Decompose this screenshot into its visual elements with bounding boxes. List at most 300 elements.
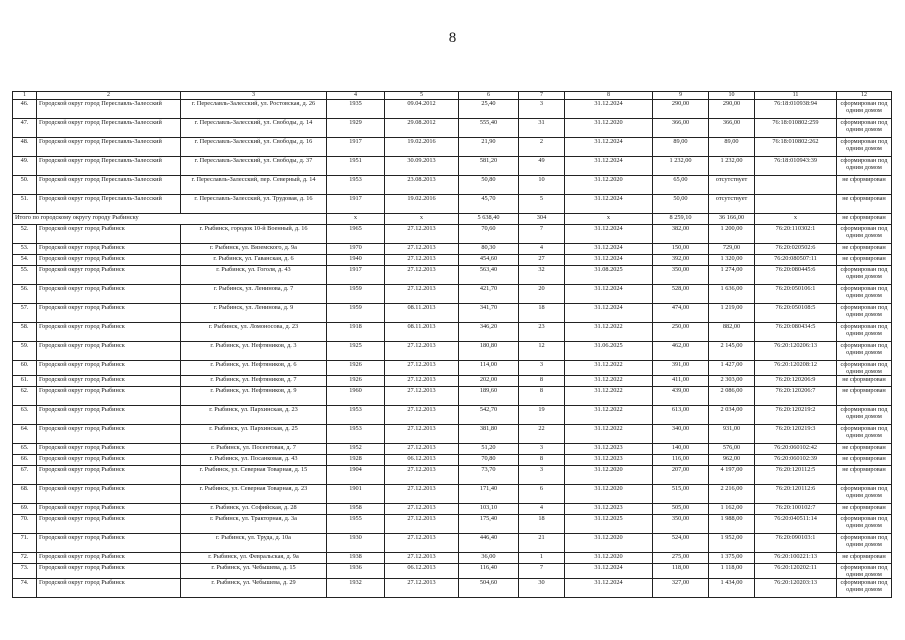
residents-cell: 7 [519,564,565,579]
residents-cell: 3 [519,100,565,119]
row-number: 63. [13,406,37,425]
residents-cell: 20 [519,285,565,304]
planned-date-cell: 31.12.2022 [565,425,653,444]
value-col10-cell: 729,00 [709,244,755,255]
recognition-date-cell: 27.12.2013 [385,444,459,455]
value-col10-cell: 1 427,00 [709,361,755,376]
total-row [13,214,892,225]
value-col9-cell: 140,00 [653,444,709,455]
land-plot-status-cell: сформирован под одним домом [837,564,892,579]
address-cell: г. Рыбинск, ул. Чебышева, д. 15 [181,564,327,579]
table-row [13,504,892,515]
row-number: 69. [13,504,37,515]
table-row [13,361,892,376]
address-cell: г. Переславль-Залесский, ул. Трудовая, д. 16 [181,195,327,214]
table-row [13,387,892,406]
value-col9-cell: 391,00 [653,361,709,376]
recognition-date-cell: 27.12.2013 [385,266,459,285]
table-row [13,485,892,504]
table-row [13,553,892,564]
value-col9-cell: 150,00 [653,244,709,255]
page-number: 8 [448,30,457,46]
value-col9-cell: 65,00 [653,176,709,195]
residents-cell: 32 [519,266,565,285]
planned-date-cell: 31.12.2022 [565,361,653,376]
planned-date-cell: 31.12.2024 [565,195,653,214]
cadastral-number-cell: 76:18:010802:262 [755,138,837,157]
total-status-cell: не сформирован [837,214,892,225]
table-row [13,100,892,119]
row-number: 47. [13,119,37,138]
year-built-cell: 1951 [327,157,385,176]
column-number: 6 [459,92,519,100]
area-cell: 70,60 [459,225,519,244]
cadastral-number-cell: 76:20:060102:42 [755,444,837,455]
residents-cell: 6 [519,485,565,504]
cadastral-number-cell: 76:20:120206:9 [755,376,837,387]
value-col9-cell: 89,00 [653,138,709,157]
recognition-date-cell: 19.02.2016 [385,195,459,214]
land-plot-status-cell: не сформирован [837,504,892,515]
value-col9-cell: 613,00 [653,406,709,425]
row-number: 71. [13,534,37,553]
recognition-date-cell: 27.12.2013 [385,387,459,406]
year-built-cell: 1918 [327,323,385,342]
area-cell: 116,40 [459,564,519,579]
value-col10-cell: 1 200,00 [709,225,755,244]
residents-cell: 4 [519,244,565,255]
land-plot-status-cell: не сформирован [837,376,892,387]
year-built-cell: 1952 [327,444,385,455]
recognition-date-cell: 27.12.2013 [385,225,459,244]
cadastral-number-cell: 76:20:080445:6 [755,266,837,285]
value-col10-cell: 1 118,00 [709,564,755,579]
value-col9-cell: 462,00 [653,342,709,361]
land-plot-status-cell: не сформирован [837,244,892,255]
municipality-cell: Городской округ город Переславль-Залесский [37,176,181,195]
row-number: 54. [13,255,37,266]
residents-cell: 3 [519,466,565,485]
total-plan-cell: х [565,214,653,225]
planned-date-cell: 31.12.2022 [565,387,653,406]
address-cell: г. Рыбинск, ул. Вяземского, д. 9а [181,244,327,255]
row-number: 60. [13,361,37,376]
cadastral-number-cell: 76:20:060102:39 [755,455,837,466]
recognition-date-cell: 06.12.2013 [385,455,459,466]
area-cell: 45,70 [459,195,519,214]
municipality-cell: Городской округ город Рыбинск [37,225,181,244]
value-col10-cell: 576,00 [709,444,755,455]
municipality-cell: Городской округ город Переславль-Залесский [37,100,181,119]
address-cell: г. Рыбинск, ул. Тракторная, д. 3а [181,515,327,534]
planned-date-cell: 31.12.2020 [565,553,653,564]
land-plot-status-cell: не сформирован [837,553,892,564]
area-cell: 421,70 [459,285,519,304]
recognition-date-cell: 23.08.2013 [385,176,459,195]
total-date-cell: х [385,214,459,225]
year-built-cell: 1926 [327,376,385,387]
cadastral-number-cell: 76:20:120202:11 [755,564,837,579]
municipality-cell: Городской округ город Рыбинск [37,266,181,285]
residents-cell: 10 [519,176,565,195]
residents-cell: 23 [519,323,565,342]
address-cell: г. Рыбинск, ул. Труда, д. 10а [181,534,327,553]
municipality-cell: Городской округ город Рыбинск [37,244,181,255]
area-cell: 189,60 [459,387,519,406]
value-col10-cell: 882,00 [709,323,755,342]
year-built-cell: 1936 [327,564,385,579]
value-col10-cell: 1 219,00 [709,304,755,323]
area-cell: 446,40 [459,534,519,553]
recognition-date-cell: 27.12.2013 [385,485,459,504]
value-col9-cell: 515,00 [653,485,709,504]
cadastral-number-cell: 76:20:080434:5 [755,323,837,342]
value-col9-cell: 207,00 [653,466,709,485]
table-row [13,406,892,425]
row-number: 73. [13,564,37,579]
cadastral-number-cell: 76:20:080507:11 [755,255,837,266]
recognition-date-cell: 27.12.2013 [385,376,459,387]
total-c9-cell: 8 259,10 [653,214,709,225]
area-cell: 504,60 [459,579,519,598]
residents-cell: 4 [519,504,565,515]
address-cell: г. Рыбинск, ул. Гоголя, д. 43 [181,266,327,285]
planned-date-cell: 31.12.2022 [565,376,653,387]
column-number: 11 [755,92,837,100]
row-number: 46. [13,100,37,119]
row-number: 67. [13,466,37,485]
address-cell: г. Рыбинск, ул. Ленинова, д. 7 [181,285,327,304]
land-plot-status-cell: сформирован под одним домом [837,100,892,119]
planned-date-cell: 31.12.2020 [565,534,653,553]
value-col10-cell: 1 434,00 [709,579,755,598]
cadastral-number-cell: 76:20:040511:14 [755,515,837,534]
area-cell: 346,20 [459,323,519,342]
land-plot-status-cell: сформирован под одним домом [837,323,892,342]
planned-date-cell: 31.12.2022 [565,406,653,425]
row-number: 68. [13,485,37,504]
land-plot-status-cell: сформирован под одним домом [837,225,892,244]
year-built-cell: 1953 [327,176,385,195]
residents-cell: 19 [519,406,565,425]
recognition-date-cell: 27.12.2013 [385,361,459,376]
planned-date-cell: 31.12.2023 [565,504,653,515]
recognition-date-cell: 08.11.2013 [385,304,459,323]
area-cell: 114,00 [459,361,519,376]
recognition-date-cell: 27.12.2013 [385,244,459,255]
municipality-cell: Городской округ город Рыбинск [37,553,181,564]
municipality-cell: Городской округ город Рыбинск [37,504,181,515]
year-built-cell: 1960 [327,387,385,406]
value-col9-cell: 524,00 [653,534,709,553]
municipality-cell: Городской округ город Рыбинск [37,387,181,406]
municipality-cell: Городской округ город Рыбинск [37,361,181,376]
table-row [13,466,892,485]
cadastral-number-cell: 76:20:120206:13 [755,342,837,361]
recognition-date-cell: 30.09.2013 [385,157,459,176]
address-cell: г. Рыбинск, ул. Софийская, д. 28 [181,504,327,515]
area-cell: 51,20 [459,444,519,455]
planned-date-cell: 31.12.2024 [565,579,653,598]
address-cell: г. Рыбинск, ул. Посентовая, д. 7 [181,444,327,455]
planned-date-cell: 31.12.2023 [565,455,653,466]
row-number: 64. [13,425,37,444]
land-plot-status-cell: сформирован под одним домом [837,406,892,425]
address-cell: г. Переславль-Залесский, ул. Ростовская, д. 26 [181,100,327,119]
year-built-cell: 1953 [327,425,385,444]
land-plot-status-cell: не сформирован [837,195,892,214]
municipality-cell: Городской округ город Рыбинск [37,485,181,504]
year-built-cell: 1917 [327,138,385,157]
municipality-cell: Городской округ город Рыбинск [37,564,181,579]
land-plot-status-cell: сформирован под одним домом [837,515,892,534]
area-cell: 70,80 [459,455,519,466]
value-col9-cell: 350,00 [653,266,709,285]
year-built-cell: 1926 [327,361,385,376]
value-col9-cell: 439,00 [653,387,709,406]
row-number: 50. [13,176,37,195]
year-built-cell: 1959 [327,304,385,323]
row-number: 74. [13,579,37,598]
residents-cell: 27 [519,255,565,266]
value-col10-cell: 89,00 [709,138,755,157]
table-row [13,342,892,361]
value-col9-cell: 366,00 [653,119,709,138]
year-built-cell: 1940 [327,255,385,266]
total-res-cell: 304 [519,214,565,225]
cadastral-number-cell: 76:20:120206:7 [755,387,837,406]
value-col9-cell: 290,00 [653,100,709,119]
residents-cell: 5 [519,195,565,214]
area-cell: 36,00 [459,553,519,564]
cadastral-number-cell: 76:20:120219:2 [755,406,837,425]
table-row [13,323,892,342]
value-col10-cell: 2 034,00 [709,406,755,425]
municipality-cell: Городской округ город Рыбинск [37,515,181,534]
year-built-cell: 1929 [327,119,385,138]
year-built-cell: 1925 [327,342,385,361]
planned-date-cell: 31.12.2022 [565,323,653,342]
address-cell: г. Рыбинск, ул. Февральская, д. 9а [181,553,327,564]
residents-cell: 22 [519,425,565,444]
year-built-cell: 1938 [327,553,385,564]
address-cell: г. Рыбинск, ул. Нефтяников, д. 6 [181,361,327,376]
area-cell: 80,30 [459,244,519,255]
table-row [13,266,892,285]
cadastral-number-cell: 76:18:010943:39 [755,157,837,176]
value-col9-cell: 116,00 [653,455,709,466]
table-row [13,285,892,304]
cadastral-number-cell [755,195,837,214]
address-cell: г. Рыбинск, ул. Северная Товарная, д. 15 [181,466,327,485]
register-table [12,91,892,598]
column-number: 7 [519,92,565,100]
value-col9-cell: 327,00 [653,579,709,598]
residents-cell: 3 [519,444,565,455]
municipality-cell: Городской округ город Рыбинск [37,304,181,323]
land-plot-status-cell: сформирован под одним домом [837,119,892,138]
value-col10-cell: 2 303,00 [709,376,755,387]
column-number: 3 [181,92,327,100]
recognition-date-cell: 27.12.2013 [385,534,459,553]
column-number-row [13,92,892,100]
year-built-cell: 1953 [327,406,385,425]
row-number: 65. [13,444,37,455]
planned-date-cell: 31.12.2020 [565,485,653,504]
value-col10-cell: 2 086,00 [709,387,755,406]
year-built-cell: 1904 [327,466,385,485]
row-number: 70. [13,515,37,534]
area-cell: 171,40 [459,485,519,504]
planned-date-cell: 31.12.2023 [565,444,653,455]
row-number: 59. [13,342,37,361]
residents-cell: 31 [519,119,565,138]
area-cell: 180,80 [459,342,519,361]
value-col10-cell: 1 636,00 [709,285,755,304]
area-cell: 25,40 [459,100,519,119]
area-cell: 563,40 [459,266,519,285]
value-col10-cell: 1 320,00 [709,255,755,266]
table-row [13,304,892,323]
row-number: 58. [13,323,37,342]
total-area-cell: 5 638,40 [459,214,519,225]
residents-cell: 8 [519,387,565,406]
planned-date-cell: 31.12.2025 [565,515,653,534]
value-col9-cell: 411,00 [653,376,709,387]
address-cell: г. Переславль-Залесский, ул. Свободы, д. 16 [181,138,327,157]
address-cell: г. Рыбинск, ул. Чебышева, д. 29 [181,579,327,598]
municipality-cell: Городской округ город Рыбинск [37,466,181,485]
municipality-cell: Городской округ город Переславль-Залесский [37,157,181,176]
value-col9-cell: 474,00 [653,304,709,323]
planned-date-cell: 31.08.2025 [565,266,653,285]
row-number: 66. [13,455,37,466]
land-plot-status-cell: не сформирован [837,455,892,466]
planned-date-cell: 31.12.2024 [565,100,653,119]
area-cell: 175,40 [459,515,519,534]
area-cell: 50,80 [459,176,519,195]
value-col9-cell: 505,00 [653,504,709,515]
row-number: 52. [13,225,37,244]
table-row [13,534,892,553]
municipality-cell: Городской округ город Переславль-Залесский [37,195,181,214]
row-number: 61. [13,376,37,387]
recognition-date-cell: 27.12.2013 [385,425,459,444]
municipality-cell: Городской округ город Переславль-Залесский [37,138,181,157]
year-built-cell: 1917 [327,195,385,214]
residents-cell: 8 [519,455,565,466]
residents-cell: 1 [519,553,565,564]
cadastral-number-cell: 76:20:120208:12 [755,361,837,376]
recognition-date-cell: 27.12.2013 [385,285,459,304]
cadastral-number-cell: 76:20:100221:13 [755,553,837,564]
area-cell: 73,70 [459,466,519,485]
year-built-cell: 1970 [327,244,385,255]
table-row [13,515,892,534]
cadastral-number-cell: 76:18:010802:259 [755,119,837,138]
value-col10-cell: 2 216,00 [709,485,755,504]
land-plot-status-cell: сформирован под одним домом [837,579,892,598]
table-row [13,176,892,195]
planned-date-cell: 31.12.2024 [565,285,653,304]
planned-date-cell: 31.12.2024 [565,225,653,244]
recognition-date-cell: 08.11.2013 [385,323,459,342]
land-plot-status-cell: сформирован под одним домом [837,534,892,553]
address-cell: г. Рыбинск, городок 10-й Военный, д. 16 [181,225,327,244]
value-col10-cell: 1 232,00 [709,157,755,176]
value-col9-cell: 392,00 [653,255,709,266]
cadastral-number-cell: 76:20:110302:1 [755,225,837,244]
municipality-cell: Городской округ город Рыбинск [37,342,181,361]
value-col10-cell: 1 375,00 [709,553,755,564]
planned-date-cell: 31.06.2025 [565,342,653,361]
year-built-cell: 1935 [327,100,385,119]
table-row [13,444,892,455]
table-row [13,225,892,244]
year-built-cell: 1965 [327,225,385,244]
cadastral-number-cell: 76:20:120112:5 [755,466,837,485]
area-cell: 341,70 [459,304,519,323]
cadastral-number-cell [755,176,837,195]
value-col10-cell: 931,00 [709,425,755,444]
residents-cell: 8 [519,376,565,387]
planned-date-cell: 31.12.2024 [565,304,653,323]
value-col9-cell: 350,00 [653,515,709,534]
address-cell: г. Рыбинск, ул. Нефтяников, д. 3 [181,342,327,361]
residents-cell: 30 [519,579,565,598]
residents-cell: 7 [519,225,565,244]
value-col10-cell: 1 162,00 [709,504,755,515]
year-built-cell: 1928 [327,455,385,466]
address-cell: г. Переславль-Залесский, ул. Свободы, д. 14 [181,119,327,138]
planned-date-cell: 31.12.2024 [565,138,653,157]
year-built-cell: 1955 [327,515,385,534]
municipality-cell: Городской округ город Рыбинск [37,255,181,266]
area-cell: 555,40 [459,119,519,138]
total-c10-cell: 36 166,00 [709,214,755,225]
municipality-cell: Городской округ город Рыбинск [37,444,181,455]
value-col10-cell: 962,00 [709,455,755,466]
area-cell: 454,60 [459,255,519,266]
value-col10-cell: 366,00 [709,119,755,138]
address-cell: г. Переславль-Залесский, ул. Свободы, д. 37 [181,157,327,176]
year-built-cell: 1901 [327,485,385,504]
cadastral-number-cell: 76:20:090103:1 [755,534,837,553]
value-col10-cell: 1 274,00 [709,266,755,285]
cadastral-number-cell: 76:18:010938:94 [755,100,837,119]
value-col10-cell: 1 952,00 [709,534,755,553]
area-cell: 21,90 [459,138,519,157]
municipality-cell: Городской округ город Переславль-Залесский [37,119,181,138]
table-row [13,157,892,176]
column-number: 5 [385,92,459,100]
land-plot-status-cell: не сформирован [837,387,892,406]
table-row [13,579,892,598]
address-cell: г. Рыбинск, ул. Пархинская, д. 23 [181,406,327,425]
total-year-cell: х [327,214,385,225]
address-cell: г. Переславль-Залесский, пер. Северный, д. 14 [181,176,327,195]
cadastral-number-cell: 76:20:020502:6 [755,244,837,255]
value-col9-cell: 275,00 [653,553,709,564]
land-plot-status-cell: не сформирован [837,176,892,195]
column-number: 12 [837,92,892,100]
residents-cell: 18 [519,515,565,534]
planned-date-cell: 31.12.2024 [565,244,653,255]
land-plot-status-cell: сформирован под одним домом [837,157,892,176]
land-plot-status-cell: сформирован под одним домом [837,138,892,157]
value-col9-cell: 1 232,00 [653,157,709,176]
address-cell: г. Рыбинск, ул. Северная Товарная, д. 23 [181,485,327,504]
